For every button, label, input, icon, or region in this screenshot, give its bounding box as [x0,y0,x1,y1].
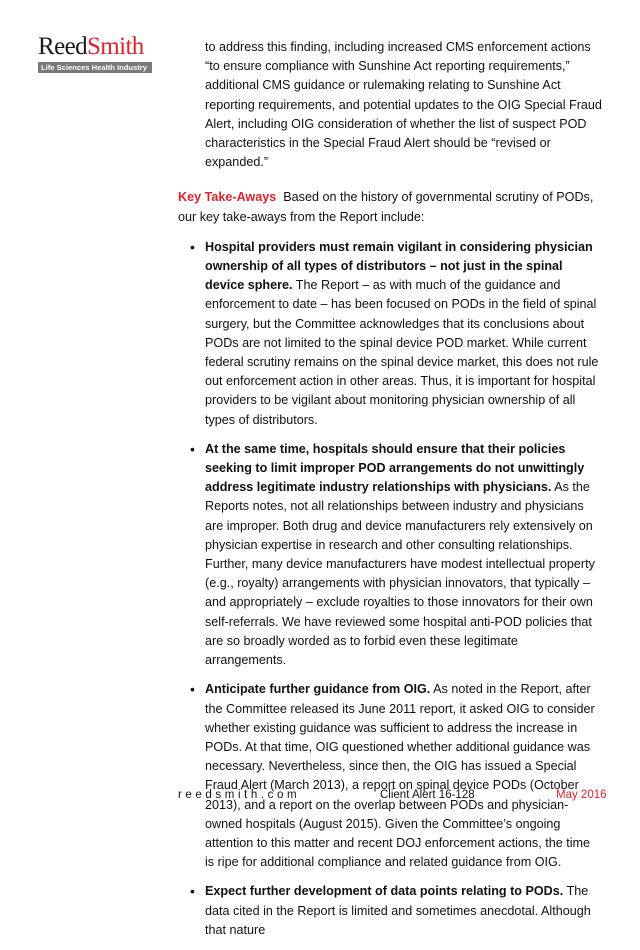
bullet-lead: Hospital providers must remain vigilant in considering physician ownership of all types of distributors – not just in the spinal device sphere. [205,239,593,293]
footer-client-alert: Client Alert 16-128 [380,789,475,801]
takeaways-list [178,238,602,940]
intro-paragraph: to address this finding, including increased CMS enforcement actions “to ensure compliance with Sunshine Act reporting requirements,” additional CMS guidance or rulemaking relating to Sunshine Act reporting requirements, and potential updates to the OIG Special Fraud Alert, including OIG consideration of whether the list of suspect POD characteristics in the Special Fraud Alert should be “revised or expanded.” [205,40,602,170]
logo-word-reed: Reed [38,33,87,60]
key-takeaways-text: Based on the history of governmental scrutiny of PODs, our key take-aways from the Report include: [178,190,594,224]
bullet-lead: Anticipate further guidance from OIG. [205,682,431,697]
list-item [205,680,602,872]
bullet-lead: At the same time, hospitals should ensure that their policies seeking to limit improper POD arrangements do not unwittingly address legitimate industry relationships with physicians. [205,441,585,495]
logo-wordmark [38,34,152,60]
key-takeaways-paragraph [178,188,602,226]
bullet-lead: Expect further development of data points relating to PODs. [205,884,564,899]
logo-word-smith: Smith [86,33,144,60]
document-body [178,38,602,950]
list-item [205,440,602,670]
key-takeaways-label: Key Take-Aways [178,190,277,205]
logo-industry-band: Life Sciences Health Industry [38,62,152,73]
footer-website: reedsmith.com [178,789,301,801]
bullet-body: The Report – as with much of the guidance and enforcement to date – has been focused on PODs in the field of spinal surgery, but the Committee acknowledges that its conclusions about PODs are not limited to the spinal device POD market. While current federal scrutiny remains on the spinal device market, this does not rule out enforcement action in other areas. Thus, it is important for hospital providers to be vigilant about monitoring physician ownership of all types of distributors. [205,278,599,427]
reedsmith-logo [38,34,152,73]
bullet-body: The data cited in the Report is limited and sometimes anecdotal. Although that nature [205,884,591,937]
bullet-body: As noted in the Report, after the Committee released its June 2011 report, it asked OIG to consider whether existing guidance was sufficient to address the increase in PODs. At that time, OIG questioned whether additional guidance was necessary. Nevertheless, since then, the OIG has issued a Special Fraud Alert (March 2013), a report on spinal device PODs (October 2013), and a report on the overlap between PODs and physician-owned hospitals (August 2015). Given the Committee’s ongoing attention to this matter and recent DOJ enforcement actions, the time is ripe for additional compliance and related guidance from OIG. [205,682,595,870]
list-item [205,882,602,940]
footer-date: May 2016 [556,789,607,801]
list-item [205,238,602,430]
bullet-body: As the Reports notes, not all relationships between industry and physicians are improper. Both drug and device manufacturers rely extensively on physician expertise in research and other consulting relationships. Further, many device manufacturers have modest intellectual property (e.g., royalty) arrangements with physician innovators, that typically – and appropriately – exclude royalties to those innovators for their own self-referrals. We have reviewed some hospital anti-POD policies that are so broadly worded as to forbid even these legitimate arrangements. [205,480,595,668]
